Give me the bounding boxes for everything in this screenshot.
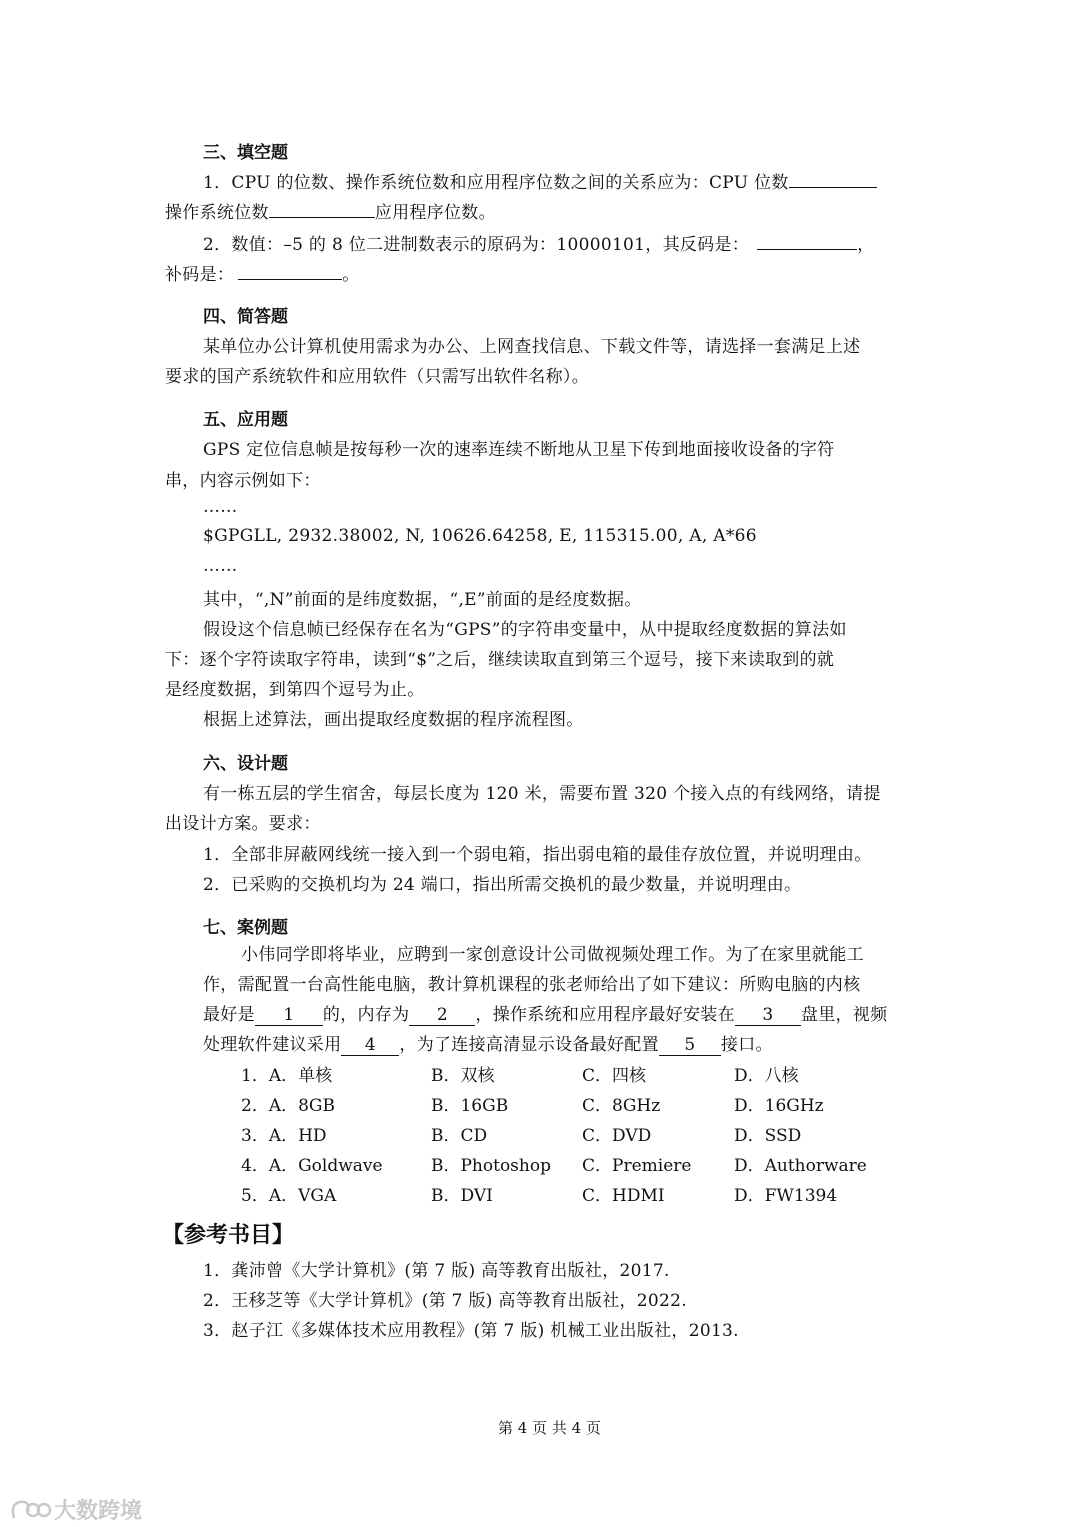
s5-line6: 是经度数据，到第四个逗号为止。 [165, 680, 425, 700]
option-4-b: B．Photoshop [431, 1156, 551, 1176]
section-7-title: 七、案例题 [203, 918, 288, 938]
option-5-a: 5．A．VGA [241, 1186, 337, 1206]
reference-item-3: 3．赵子江《多媒体技术应用教程》(第 7 版) 机械工业出版社，2013. [203, 1321, 739, 1341]
s7-l3-text-a: 最好是 [203, 1005, 255, 1025]
blank-4: 4 [341, 1035, 399, 1056]
option-4-a: 4．A．Goldwave [241, 1156, 383, 1176]
s5-line4: 假设这个信息帧已经保存在名为“GPS”的字符串变量中，从中提取经度数据的算法如 [203, 620, 847, 640]
option-2-d: D．16GHz [734, 1096, 824, 1116]
option-2-a: 2．A．8GB [241, 1096, 335, 1116]
watermark-logo-icon [8, 1496, 52, 1524]
s5-line2: 串，内容示例如下： [165, 471, 321, 491]
s6-line2: 出设计方案。要求： [165, 814, 321, 834]
section-3-title: 三、填空题 [203, 143, 288, 163]
blank-line [269, 201, 375, 218]
reference-item-2: 2．王移芝等《大学计算机》(第 7 版) 高等教育出版社，2022. [203, 1291, 687, 1311]
option-1-d: D．八核 [734, 1066, 799, 1086]
option-1-b: B．双核 [431, 1066, 495, 1086]
s3-q1-text3: 应用程序位数。 [374, 203, 496, 223]
blank-line [757, 233, 857, 250]
option-1-a: 1．A．单核 [241, 1066, 333, 1086]
s5-ellipsis-2: …… [203, 556, 238, 576]
option-3-b: B．CD [431, 1126, 488, 1146]
s5-ellipsis-1: …… [203, 497, 238, 517]
option-3-d: D．SSD [734, 1126, 802, 1146]
option-5-b: B．DVI [431, 1186, 493, 1206]
s3-q1-line1 [203, 168, 877, 193]
s3-q2-comma: ， [857, 235, 875, 255]
s7-l4-text-a: 处理软件建议采用 [203, 1035, 342, 1055]
s6-line3: 1．全部非屏蔽网线统一接入到一个弱电箱，指出弱电箱的最佳存放位置，并说明理由。 [203, 845, 872, 865]
s7-line3 [203, 1000, 887, 1026]
option-2-c: C．8GHz [582, 1096, 661, 1116]
s5-line1: GPS 定位信息帧是按每秒一次的速率连续不断地从卫星下传到地面接收设备的字符 [203, 440, 835, 460]
s7-line1: 小伟同学即将毕业，应聘到一家创意设计公司做视频处理工作。为了在家里就能工 [241, 945, 864, 965]
s6-line4: 2．已采购的交换机均为 24 端口，指出所需交换机的最少数量，并说明理由。 [203, 875, 802, 895]
option-1-c: C．四核 [582, 1066, 647, 1086]
s3-q2-text: 2．数值：–5 的 8 位二进制数表示的原码为：10000101，其反码是： [203, 235, 750, 255]
section-5-title: 五、应用题 [203, 410, 288, 430]
s4-line2: 要求的国产系统软件和应用软件（只需写出软件名称）。 [165, 367, 589, 387]
s7-l3-text-b: 的，内存为 [322, 1005, 410, 1025]
option-5-c: C．HDMI [582, 1186, 665, 1206]
option-4-d: D．Authorware [734, 1156, 867, 1176]
blank-5: 5 [659, 1035, 721, 1056]
s3-q2-line2 [165, 260, 360, 285]
s3-q1-text2: 操作系统位数 [165, 203, 269, 223]
s3-q2-text2: 补码是： [165, 265, 235, 285]
s3-q2-period: 。 [342, 265, 360, 285]
option-3-a: 3．A．HD [241, 1126, 327, 1146]
s7-line4 [203, 1030, 773, 1056]
option-5-d: D．FW1394 [734, 1186, 838, 1206]
s7-line2: 作，需配置一台高性能电脑，教计算机课程的张老师给出了如下建议：所购电脑的内核 [203, 975, 861, 995]
page-number: 第 4 页 共 4 页 [498, 1419, 601, 1437]
s7-l4-text-b: ，为了连接高清显示设备最好配置 [399, 1035, 659, 1055]
blank-line [238, 263, 342, 280]
watermark-text: 大数跨境 [54, 1499, 143, 1524]
blank-line [789, 171, 877, 188]
s3-q2-line1 [203, 230, 874, 255]
s3-q1-text: 1．CPU 的位数、操作系统位数和应用程序位数之间的关系应为：CPU 位数 [203, 173, 789, 193]
reference-item-1: 1．龚沛曾《大学计算机》(第 7 版) 高等教育出版社，2017. [203, 1261, 670, 1281]
s5-line5: 下：逐个字符读取字符串，读到“$”之后，继续读取直到第三个逗号，接下来读取到的就 [165, 650, 835, 670]
blank-1: 1 [255, 1005, 323, 1026]
blank-2: 2 [409, 1005, 475, 1026]
blank-3: 3 [735, 1005, 801, 1026]
section-4-title: 四、简答题 [203, 307, 288, 327]
s5-line7: 根据上述算法，画出提取经度数据的程序流程图。 [203, 710, 584, 730]
s4-line1: 某单位办公计算机使用需求为办公、上网查找信息、下载文件等，请选择一套满足上述 [203, 337, 861, 357]
references-title: 【参考书目】 [162, 1223, 295, 1248]
option-3-c: C．DVD [582, 1126, 652, 1146]
s7-l3-text-d: 盘里，视频 [800, 1005, 888, 1025]
section-6-title: 六、设计题 [203, 754, 288, 774]
s6-line1: 有一栋五层的学生宿舍，每层长度为 120 米，需要布置 320 个接入点的有线网络，请提 [203, 784, 881, 804]
option-2-b: B．16GB [431, 1096, 509, 1116]
option-4-c: C．Premiere [582, 1156, 692, 1176]
s7-l3-text-c: ，操作系统和应用程序最好安装在 [475, 1005, 735, 1025]
s5-sample-sentence: $GPGLL, 2932.38002, N, 10626.64258, E, 115315.00, A, A*66 [203, 526, 757, 546]
s3-q1-line2 [165, 198, 496, 223]
s5-line3: 其中，“,N”前面的是纬度数据，“,E”前面的是经度数据。 [203, 590, 642, 610]
watermark [8, 1494, 142, 1524]
s7-l4-text-c: 接口。 [720, 1035, 773, 1055]
